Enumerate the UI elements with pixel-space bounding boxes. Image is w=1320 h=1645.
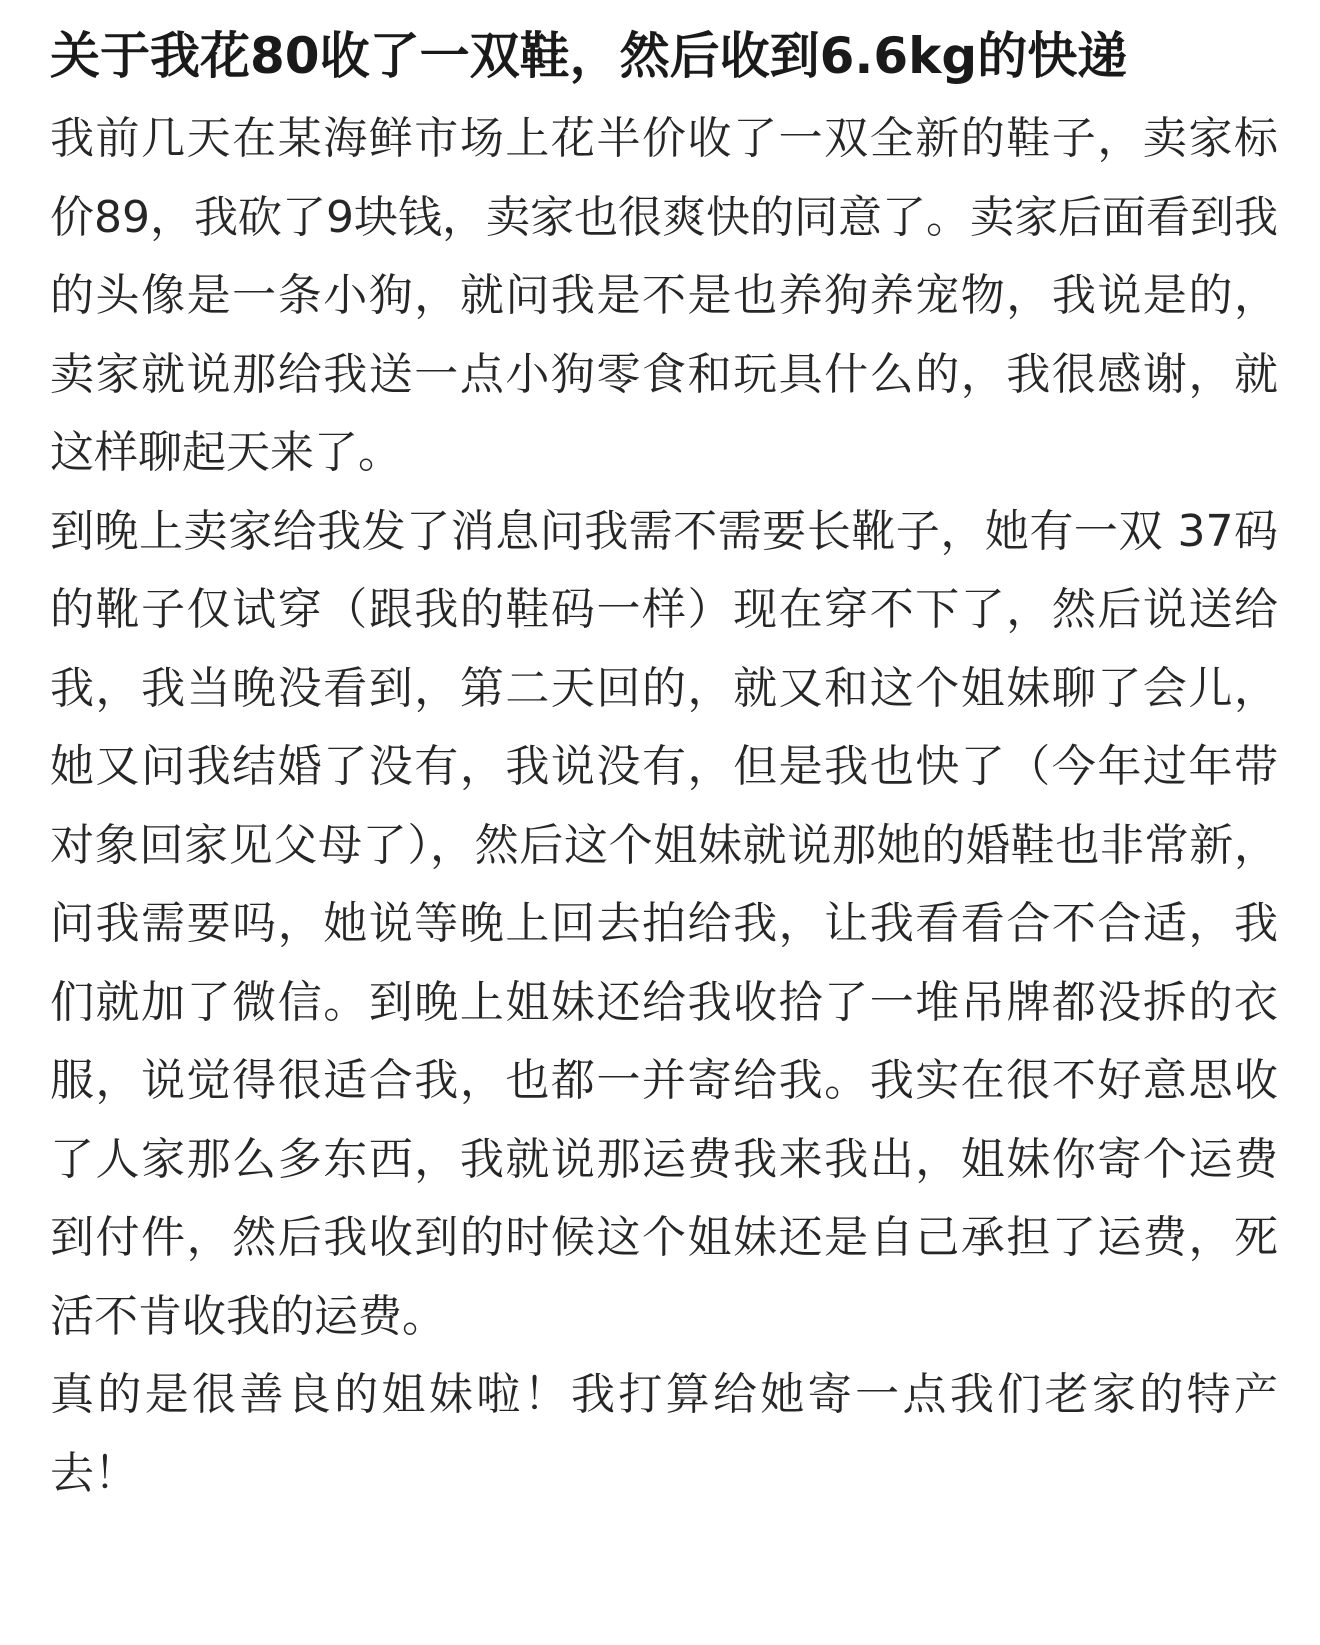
post-title: 关于我花80收了一双鞋，然后收到6.6kg的快递 <box>50 27 1128 85</box>
paragraph-2: 到晚上卖家给我发了消息问我需不需要长靴子，她有一双 37码的靴子仅试穿（跟我的鞋码一样）现在穿不下了，然后说送给我，我当晚没看到，第二天回的，就又和这个姐妹聊了会儿，她又问我结婚了没有，我说没有，但是我也快了（今年过年带对象回家见父母了），然后这个姐妹就说那她的婚鞋也非常新，问我需要吗，她说等晚上回去拍给我，让我看看合不合适，我们就加了微信。到晚上姐妹还给我收拾了一堆吊牌都没拆的衣服，说觉得很适合我，也都一并寄给我。我实在很不好意思收了人家那么多东西，我就说那运费我来我出，姐妹你寄个运费到付件，然后我收到的时候这个姐妹还是自己承担了运费，死活不肯收我的运费。 <box>50 505 1278 1342</box>
paragraph-3: 真的是很善良的姐妹啦！我打算给她寄一点我们老家的特产去！ <box>50 1369 1278 1499</box>
paragraph-1: 我前几天在某海鲜市场上花半价收了一双全新的鞋子，卖家标价89，我砍了9块钱，卖家也很爽快的同意了。卖家后面看到我的头像是一条小狗，就问我是不是也养狗养宠物，我说是的，卖家就说那给我送一点小狗零食和玩具什么的，我很感谢，就这样聊起天来了。 <box>50 113 1278 478</box>
post-body <box>50 100 1320 1513</box>
